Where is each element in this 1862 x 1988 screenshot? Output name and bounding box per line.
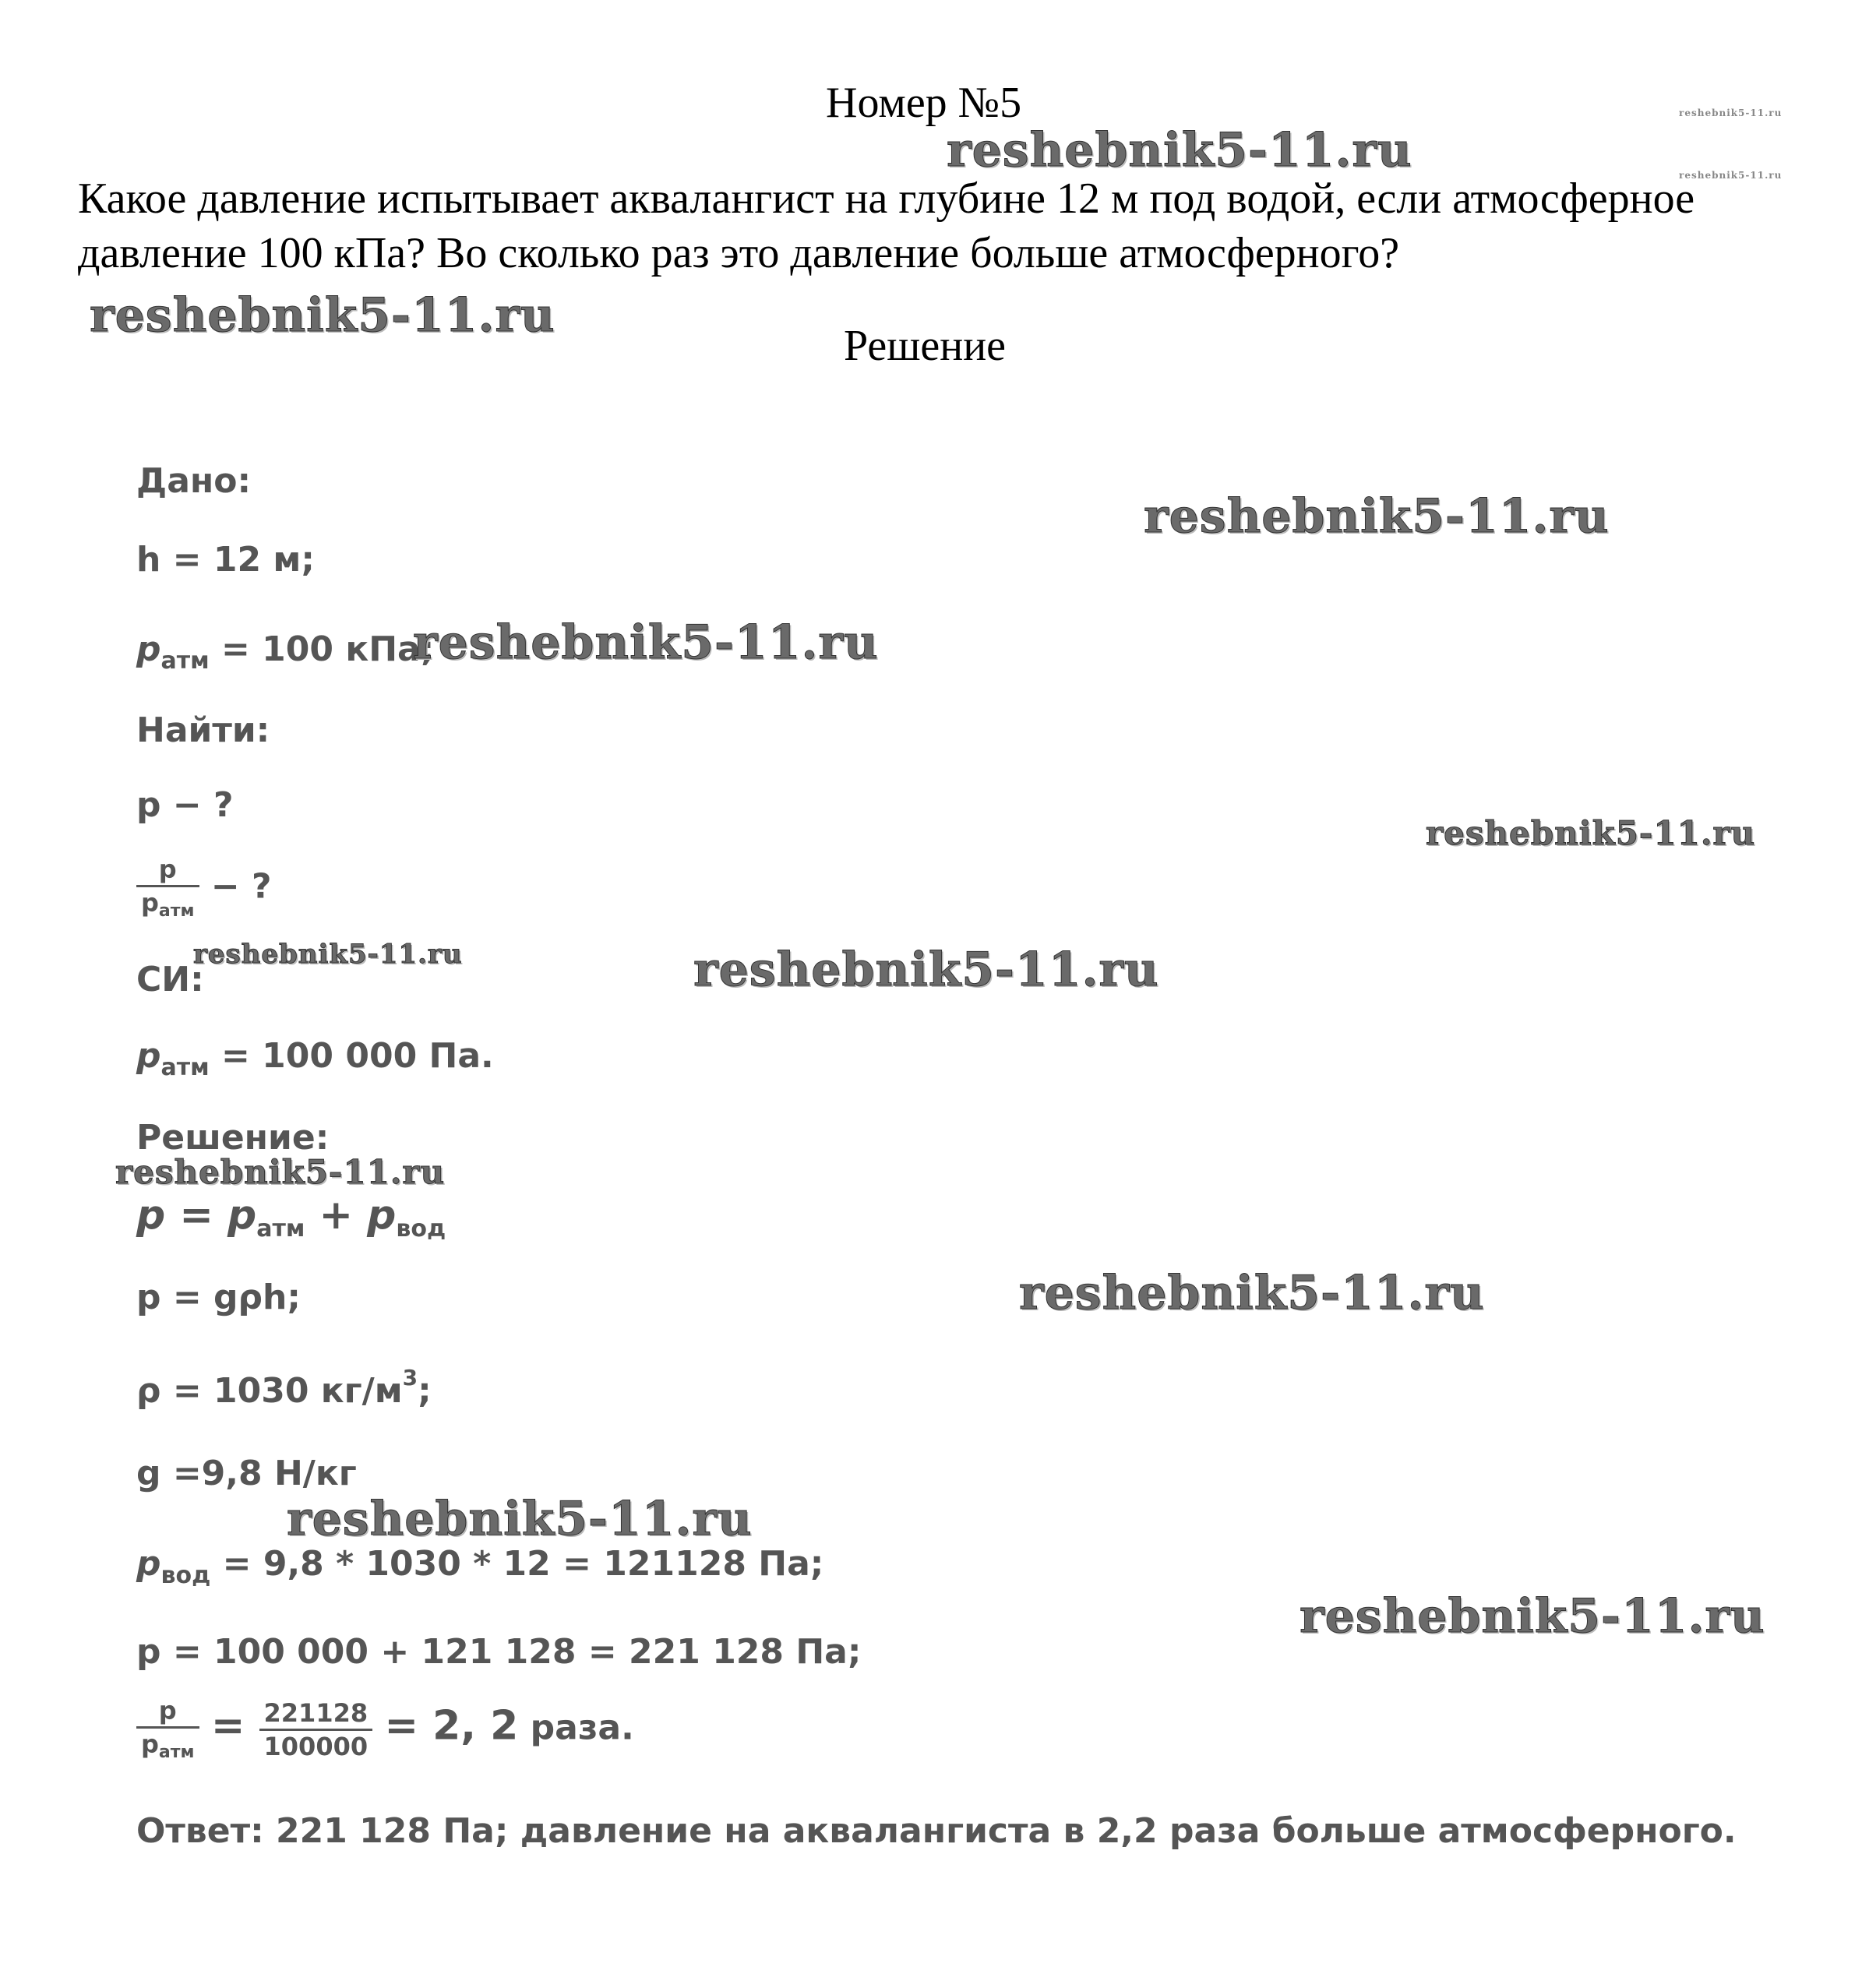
find-label: Найти: bbox=[136, 710, 270, 750]
solution-heading: Решение bbox=[844, 322, 1007, 370]
watermark: reshebnik5-11.ru bbox=[1679, 108, 1783, 118]
watermark: reshebnik5-11.ru bbox=[1426, 814, 1756, 852]
watermark: reshebnik5-11.ru bbox=[1679, 170, 1783, 181]
p-symbol: p bbox=[136, 629, 161, 669]
watermark: reshebnik5-11.ru bbox=[193, 939, 463, 970]
formula-pgh: p = gρh; bbox=[136, 1278, 301, 1317]
ratio-fraction bbox=[136, 857, 199, 920]
ratio-result-line: $\frac{p}{p_{атм}}$ = $\frac{221128}{100000}$ = 2, 2 раза. bbox=[136, 1698, 634, 1761]
find-p: p − ? bbox=[136, 785, 234, 825]
ratio-find-suffix: − ? bbox=[210, 866, 272, 907]
find-ratio bbox=[136, 857, 272, 920]
task-text: Какое давление испытывает аквалангист на глубине 12 м под водой, если атмосферное давление 100 кПа? Во сколько раз это давление больше атмосферного? bbox=[78, 174, 1695, 277]
watermark: reshebnik5-11.ru bbox=[693, 943, 1159, 997]
answer-line: Ответ: 221 128 Па; давление на аквалангиста в 2,2 раза больше атмосферного. bbox=[136, 1811, 1737, 1851]
watermark: reshebnik5-11.ru bbox=[1144, 489, 1610, 544]
page-number-title: Номер №5 bbox=[826, 79, 1022, 127]
rho-line: ρ = 1030 $кг/м^3$; bbox=[136, 1365, 432, 1411]
watermark: reshebnik5-11.ru bbox=[413, 615, 879, 670]
formula-sum: $p = p_{атм} + p_{вод}$ bbox=[136, 1192, 446, 1242]
fraction-numerator: p bbox=[158, 855, 177, 884]
watermark: reshebnik5-11.ru bbox=[1300, 1589, 1765, 1644]
p-total-line: p = 100 000 + 121 128 = 221 128 Па; bbox=[136, 1632, 862, 1672]
pvod-line: $p_{вод} = 9,8 * 1030 * 12 = 121128$ Па; bbox=[136, 1544, 824, 1589]
watermark: reshebnik5-11.ru bbox=[287, 1492, 753, 1546]
g-line: g =9,8 Н/кг bbox=[136, 1454, 357, 1493]
given-h: h = 12 м; bbox=[136, 540, 315, 580]
ratio-number-fraction: $\frac{221128}{100000}$ bbox=[259, 1701, 373, 1759]
watermark: reshebnik5-11.ru bbox=[90, 288, 555, 343]
given-patm bbox=[136, 629, 434, 675]
solution-label: Решение: bbox=[136, 1118, 330, 1158]
si-label: СИ: bbox=[136, 960, 204, 999]
si-patm: $p_{атм} = 100$ 000 Па. bbox=[136, 1036, 494, 1081]
watermark: reshebnik5-11.ru bbox=[947, 123, 1412, 178]
watermark: reshebnik5-11.ru bbox=[1019, 1266, 1485, 1320]
watermark: reshebnik5-11.ru bbox=[115, 1153, 446, 1191]
atm-subscript: атм bbox=[160, 647, 210, 675]
fraction-denominator: $p_{атм}$ bbox=[136, 885, 199, 920]
patm-value: = 100 кПа; bbox=[220, 629, 435, 669]
given-label: Дано: bbox=[136, 461, 252, 501]
